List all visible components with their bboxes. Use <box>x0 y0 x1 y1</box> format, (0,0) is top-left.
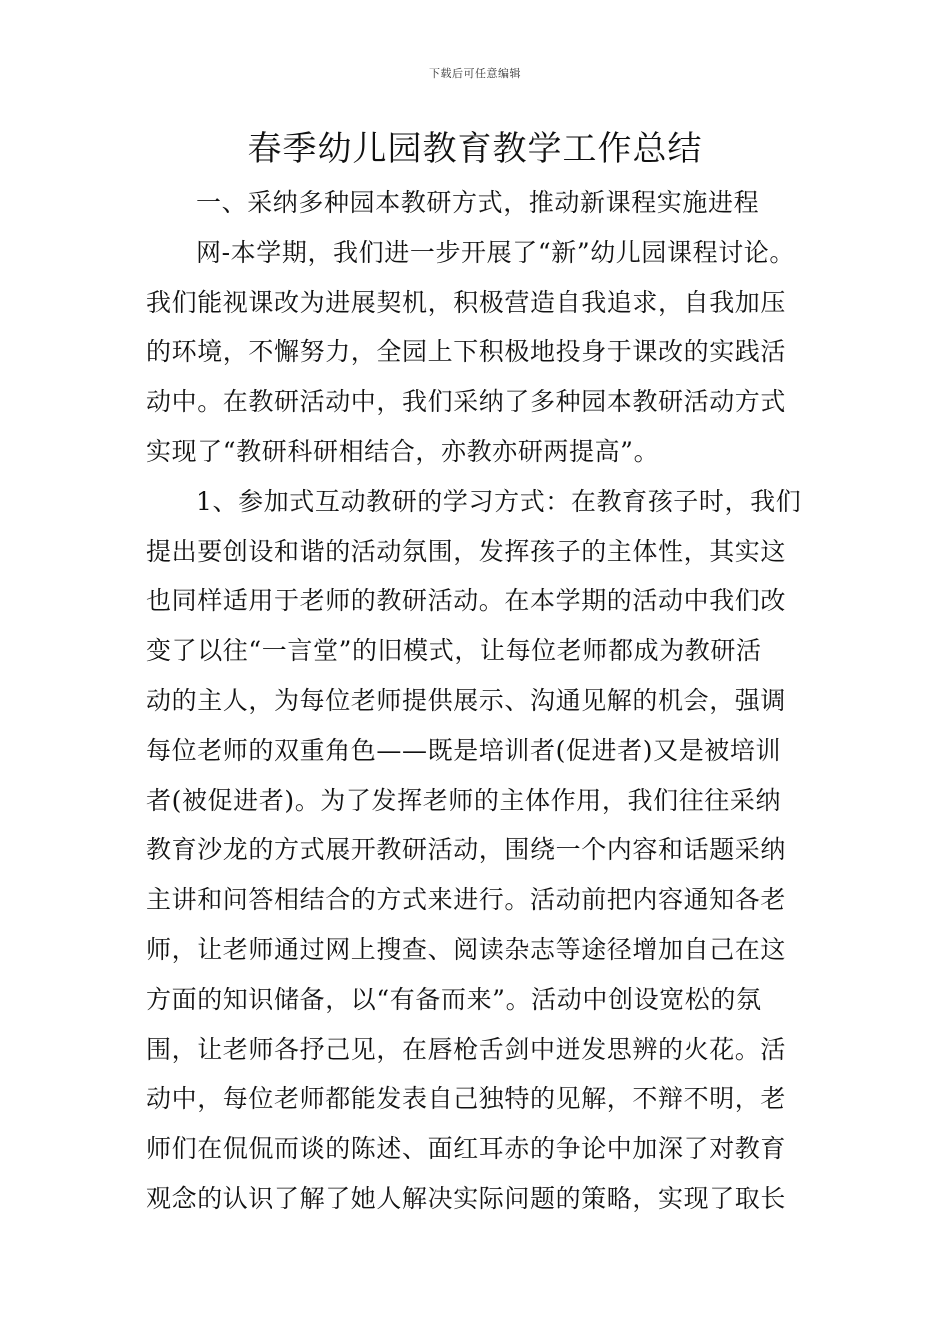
document-title: 春季幼儿园教育教学工作总结 <box>247 129 703 169</box>
body-text-line: 的环境，不懈努力，全园上下积极地投身于课改的实践活 <box>146 337 787 367</box>
body-text-line: 师，让老师通过网上搜查、阅读杂志等途径增加自己在这 <box>146 934 787 964</box>
body-text-line: 者(被促进者)。为了发挥老师的主体作用，我们往往采纳 <box>146 785 782 815</box>
body-text-line: 每位老师的双重角色——既是培训者(促进者)又是被培训 <box>146 735 782 765</box>
body-text-line: 1、参加式互动教研的学习方式：在教育孩子时，我们 <box>196 486 802 516</box>
body-text-line: 师们在侃侃而谈的陈述、面红耳赤的争论中加深了对教育 <box>146 1134 787 1164</box>
body-text-line: 动中。在教研活动中，我们采纳了多种园本教研活动方式 <box>146 387 787 417</box>
body-text-line: 围，让老师各抒己见，在唇枪舌剑中迸发思辨的火花。活 <box>146 1034 787 1064</box>
body-text-line: 教育沙龙的方式展开教研活动，围绕一个内容和话题采纳 <box>146 835 787 865</box>
body-text-line: 网-本学期，我们进一步开展了“新”幼儿园课程讨论。 <box>196 237 796 267</box>
header-note: 下载后可任意编辑 <box>429 67 521 80</box>
body-text-line: 主讲和问答相结合的方式来进行。活动前把内容通知各老 <box>146 885 787 915</box>
body-text-line: 也同样适用于老师的教研活动。在本学期的活动中我们改 <box>146 586 787 616</box>
body-text-line: 变了以往“一言堂”的旧模式，让每位老师都成为教研活 <box>146 636 762 666</box>
body-text-line: 观念的认识了解了她人解决实际问题的策略，实现了取长 <box>146 1183 787 1213</box>
body-text-line: 我们能视课改为进展契机，积极营造自我追求，自我加压 <box>146 287 787 317</box>
body-text-line: 动中，每位老师都能发表自己独特的见解，不辩不明，老 <box>146 1084 787 1114</box>
body-text-line: 实现了“教研科研相结合，亦教亦研两提高”。 <box>146 436 660 466</box>
body-text-line: 一、采纳多种园本教研方式，推动新课程实施进程 <box>196 188 760 217</box>
body-text-line: 方面的知识储备，以“有备而来”。活动中创设宽松的氛 <box>146 984 762 1014</box>
body-text-line: 动的主人，为每位老师提供展示、沟通见解的机会，强调 <box>146 685 787 715</box>
document-body <box>146 178 836 1224</box>
body-text-line: 提出要创设和谐的活动氛围，发挥孩子的主体性，其实这 <box>146 536 787 566</box>
